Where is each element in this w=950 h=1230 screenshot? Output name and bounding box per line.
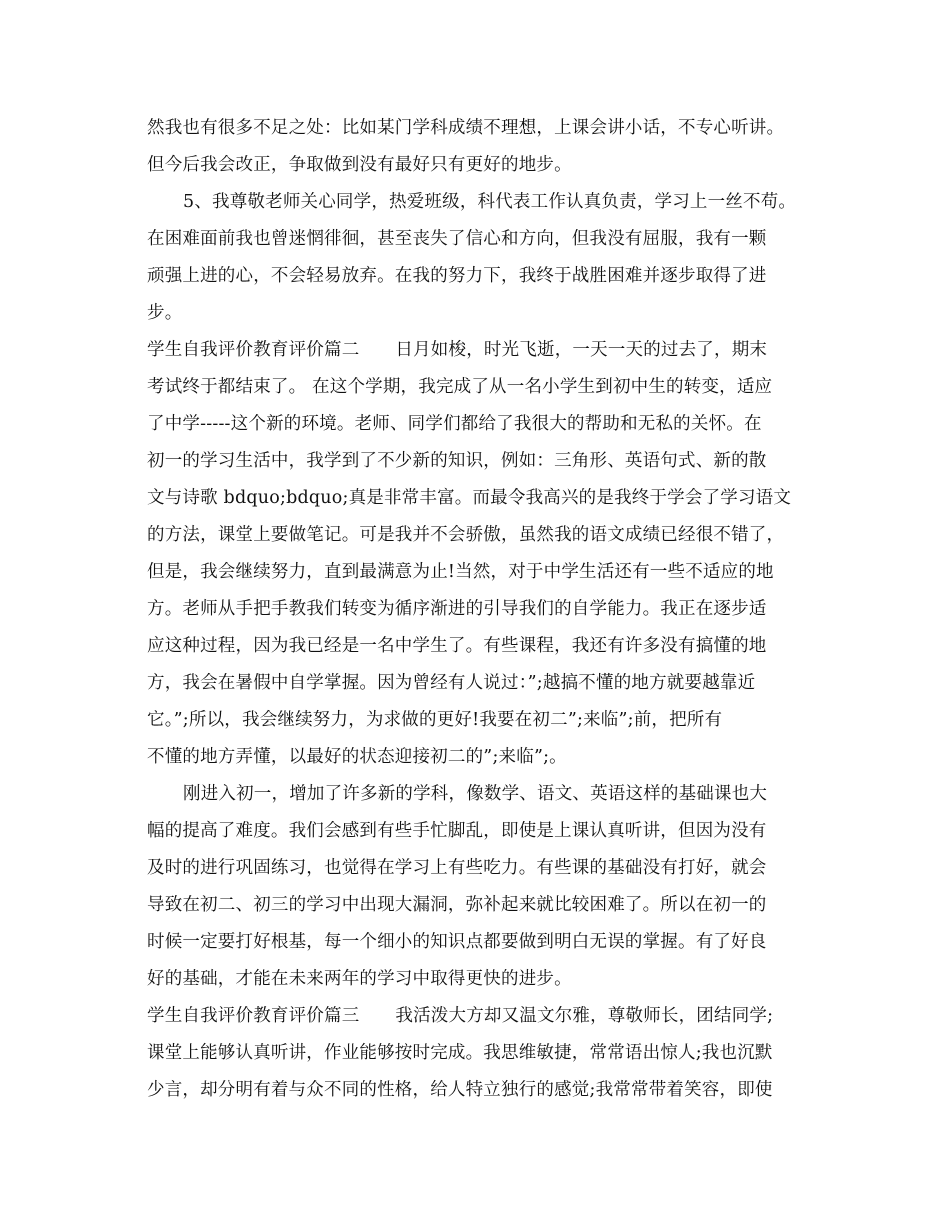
text-line: 初一的学习生活中，我学到了不少新的知识，例如：三角形、英语句式、新的散	[147, 451, 767, 471]
text-line: 幅的提高了难度。我们会感到有些手忙脚乱，即使是上课认真听讲，但因为没有	[147, 821, 767, 841]
text-line: 少言，却分明有着与众不同的性格，给人特立独行的感觉;我常常带着笑容，即使	[147, 1080, 773, 1100]
text-line: 导致在初二、初三的学习中出现大漏洞，弥补起来就比较困难了。所以在初一的	[147, 895, 767, 915]
text-line: 顽强上进的心，不会轻易放弃。在我的努力下，我终于战胜困难并逐步取得了进	[147, 266, 767, 286]
text-line: 在困难面前我也曾迷惘徘徊，甚至丧失了信心和方向，但我没有屈服，我有一颗	[147, 229, 767, 249]
text-line: 但是，我会继续努力，直到最满意为止!当然，对于中学生活还有一些不适应的地	[147, 562, 774, 582]
text-line: 考试终于都结束了。 在这个学期，我完成了从一名小学生到初中生的转变，适应	[147, 377, 773, 397]
text-line: 刚进入初一，增加了许多新的学科，像数学、语文、英语这样的基础课也大	[183, 784, 768, 804]
text-line: 它。”;所以，我会继续努力，为求做的更好!我要在初二”;来临”;前，把所有	[147, 710, 723, 730]
text-span: 我活泼大方却又温文尔雅，尊敬师长，团结同学;	[395, 1006, 774, 1026]
text-line: 的方法，课堂上要做笔记。可是我并不会骄傲，虽然我的语文成绩已经很不错了，	[147, 525, 785, 545]
section-heading: 学生自我评价教育评价篇三	[147, 1006, 360, 1026]
text-span: 日月如梭，时光飞逝，一天一天的过去了，期末	[395, 340, 768, 360]
text-line: 不懂的地方弄懂，以最好的状态迎接初二的”;来临”;。	[147, 747, 567, 767]
text-line: 课堂上能够认真听讲，作业能够按时完成。我思维敏捷，常常语出惊人;我也沉默	[147, 1043, 773, 1063]
text-line: 方，我会在暑假中自学掌握。因为曾经有人说过：”;越搞不懂的地方就要越靠近	[147, 673, 756, 693]
text-line: 好的基础，才能在未来两年的学习中取得更快的进步。	[147, 969, 572, 989]
text-line: 及时的进行巩固练习，也觉得在学习上有些吃力。有些课的基础没有打好，就会	[147, 858, 767, 878]
text-line: 步。	[147, 303, 183, 323]
text-line: 方。老师从手把手教我们转变为循序渐进的引导我们的自学能力。我正在逐步适	[147, 599, 767, 619]
section-heading: 学生自我评价教育评价篇二	[147, 340, 360, 360]
text-line: 时候一定要打好根基，每一个细小的知识点都要做到明白无误的掌握。有了好良	[147, 932, 767, 952]
text-line: 应这种过程，因为我已经是一名中学生了。有些课程，我还有许多没有搞懂的地	[147, 636, 767, 656]
text-line: 5、我尊敬老师关心同学，热爱班级，科代表工作认真负责，学习上一丝不苟。	[183, 192, 797, 212]
text-line: 了中学-----这个新的环境。老师、同学们都给了我很大的帮助和无私的关怀。在	[147, 414, 762, 434]
text-line: 然我也有很多不足之处：比如某门学科成绩不理想，上课会讲小话，不专心听讲。	[147, 118, 785, 138]
text-line: 但今后我会改正，争取做到没有最好只有更好的地步。	[147, 155, 572, 175]
section-heading-line	[147, 339, 827, 361]
section-heading-line	[147, 1005, 827, 1027]
text-line: 文与诗歌 bdquo;bdquo;真是非常丰富。而最令我高兴的是我终于学会了学习语文	[147, 488, 792, 508]
